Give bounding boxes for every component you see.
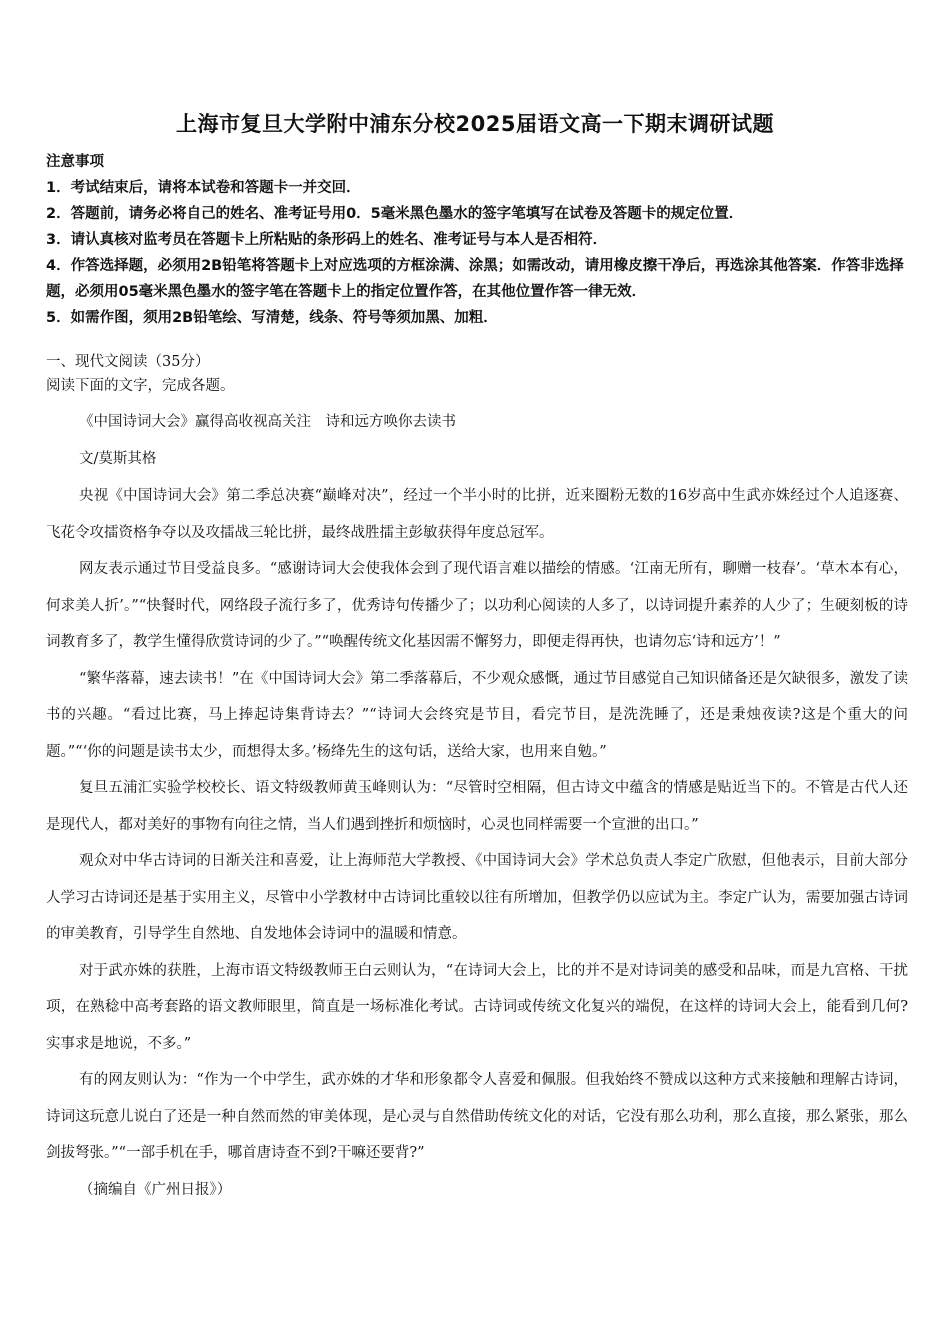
article-paragraph: 有的网友则认为：“作为一个中学生，武亦姝的才华和形象都令人喜爱和佩服。但我始终不赞成以这种方式来接触和理解古诗词，诗词这玩意儿说白了还是一种自然而然的审美体现，是心灵与自然借助传统文化的对话，它没有那么功利，那么直接，那么紧张，那么剑拔弩张。”“一部手机在手，哪首唐诗查不到?干嘛还要背?”	[46, 1072, 908, 1161]
article-source: （摘编自《广州日报》）	[79, 1181, 232, 1198]
article-paragraph: 观众对中华古诗词的日渐关注和喜爱，让上海师范大学教授、《中国诗词大会》学术总负责人李定广欣慰，但他表示，目前大部分人学习古诗词还是基于实用主义，尽管中小学教材中古诗词比重较以往有所增加，但教学仍以应试为主。李定广认为，需要加强古诗词的审美教育，引导学生自然地、自发地体会诗词中的温暖和情意。	[46, 853, 908, 942]
notes-item: 5．如需作图，须用2B铅笔绘、写清楚，线条、符号等须加黑、加粗．	[46, 310, 498, 326]
article-paragraph: 对于武亦姝的获胜，上海市语文特级教师王白云则认为，“在诗词大会上，比的并不是对诗词美的感受和品味，而是九宫格、干扰项，在熟稔中高考套路的语文教师眼里，简直是一场标准化考试。古诗词或传统文化复兴的端倪，在这样的诗词大会上，能看到几何?实事求是地说，不多。”	[46, 962, 908, 1052]
article-paragraph: 央视《中国诗词大会》第二季总决赛“巅峰对决”，经过一个半小时的比拼，近来圈粉无数的16岁高中生武亦姝经过个人追逐赛、飞花令攻擂资格争夺以及攻擂战三轮比拼，最终战胜擂主彭敏获得年度总冠军。	[46, 488, 908, 541]
notes-heading: 注意事项	[46, 154, 104, 170]
section-heading: 一、现代文阅读（35分）	[46, 354, 210, 370]
notes-item: 2．答题前，请务必将自己的姓名、准考证号用0．5毫米黑色墨水的签字笔填写在试卷及答题卡的规定位置．	[46, 206, 744, 222]
notes-section	[46, 150, 916, 331]
notes-item: 1．考试结束后，请将本试卷和答题卡一并交回．	[46, 180, 361, 196]
exam-title: 上海市复旦大学附中浦东分校2025届语文高一下期末调研试题	[176, 112, 774, 136]
article-paragraph: “繁华落幕，速去读书！”在《中国诗词大会》第二季落幕后，不少观众感慨，通过节目感觉自己知识储备还是欠缺很多，激发了读书的兴趣。“看过比赛，马上捧起诗集背诗去？”“诗词大会终究是节目，看完节目，是洗洗睡了，还是秉烛夜读?这是个重大的问题。”“‘你的问题是读书太少，而想得太多。’杨绛先生的这句话，送给大家，也用来自勉。”	[46, 670, 908, 760]
notes-item: 3．请认真核对监考员在答题卡上所粘贴的条形码上的姓名、准考证号与本人是否相符．	[46, 232, 608, 248]
article-paragraph: 复旦五浦汇实验学校校长、语文特级教师黄玉峰则认为：“尽管时空相隔，但古诗文中蕴含的情感是贴近当下的。不管是古代人还是现代人，都对美好的事物有向往之情，当人们遇到挫折和烦恼时，心灵也同样需要一个宣泄的出口。”	[46, 780, 908, 833]
section-instruction: 阅读下面的文字，完成各题。	[46, 378, 235, 394]
article-title: 《中国诗词大会》赢得高收视高关注 诗和远方唤你去读书	[79, 414, 456, 430]
article-author: 文/莫斯其格	[79, 451, 157, 467]
reading-article	[46, 404, 908, 1209]
article-paragraph: 网友表示通过节目受益良多。“感谢诗词大会使我体会到了现代语言难以描绘的情感。‘江南无所有，聊赠一枝春’。‘草木本有心，何求美人折’。”“快餐时代，网络段子流行多了，优秀诗句传播少了；以功利心阅读的人多了，以诗词提升素养的人少了；生硬刻板的诗词教育多了，教学生懂得欣赏诗词的少了。”“唤醒传统文化基因需不懈努力，即便走得再快，也请勿忘‘诗和远方’！”	[46, 561, 908, 650]
notes-item: 4．作答选择题，必须用2B铅笔将答题卡上对应选项的方框涂满、涂黑；如需改动，请用橡皮擦干净后，再选涂其他答案．作答非选择题，必须用05毫米黑色墨水的签字笔在答题卡上的指定位置作答，在其他位置作答一律无效．	[46, 258, 904, 300]
